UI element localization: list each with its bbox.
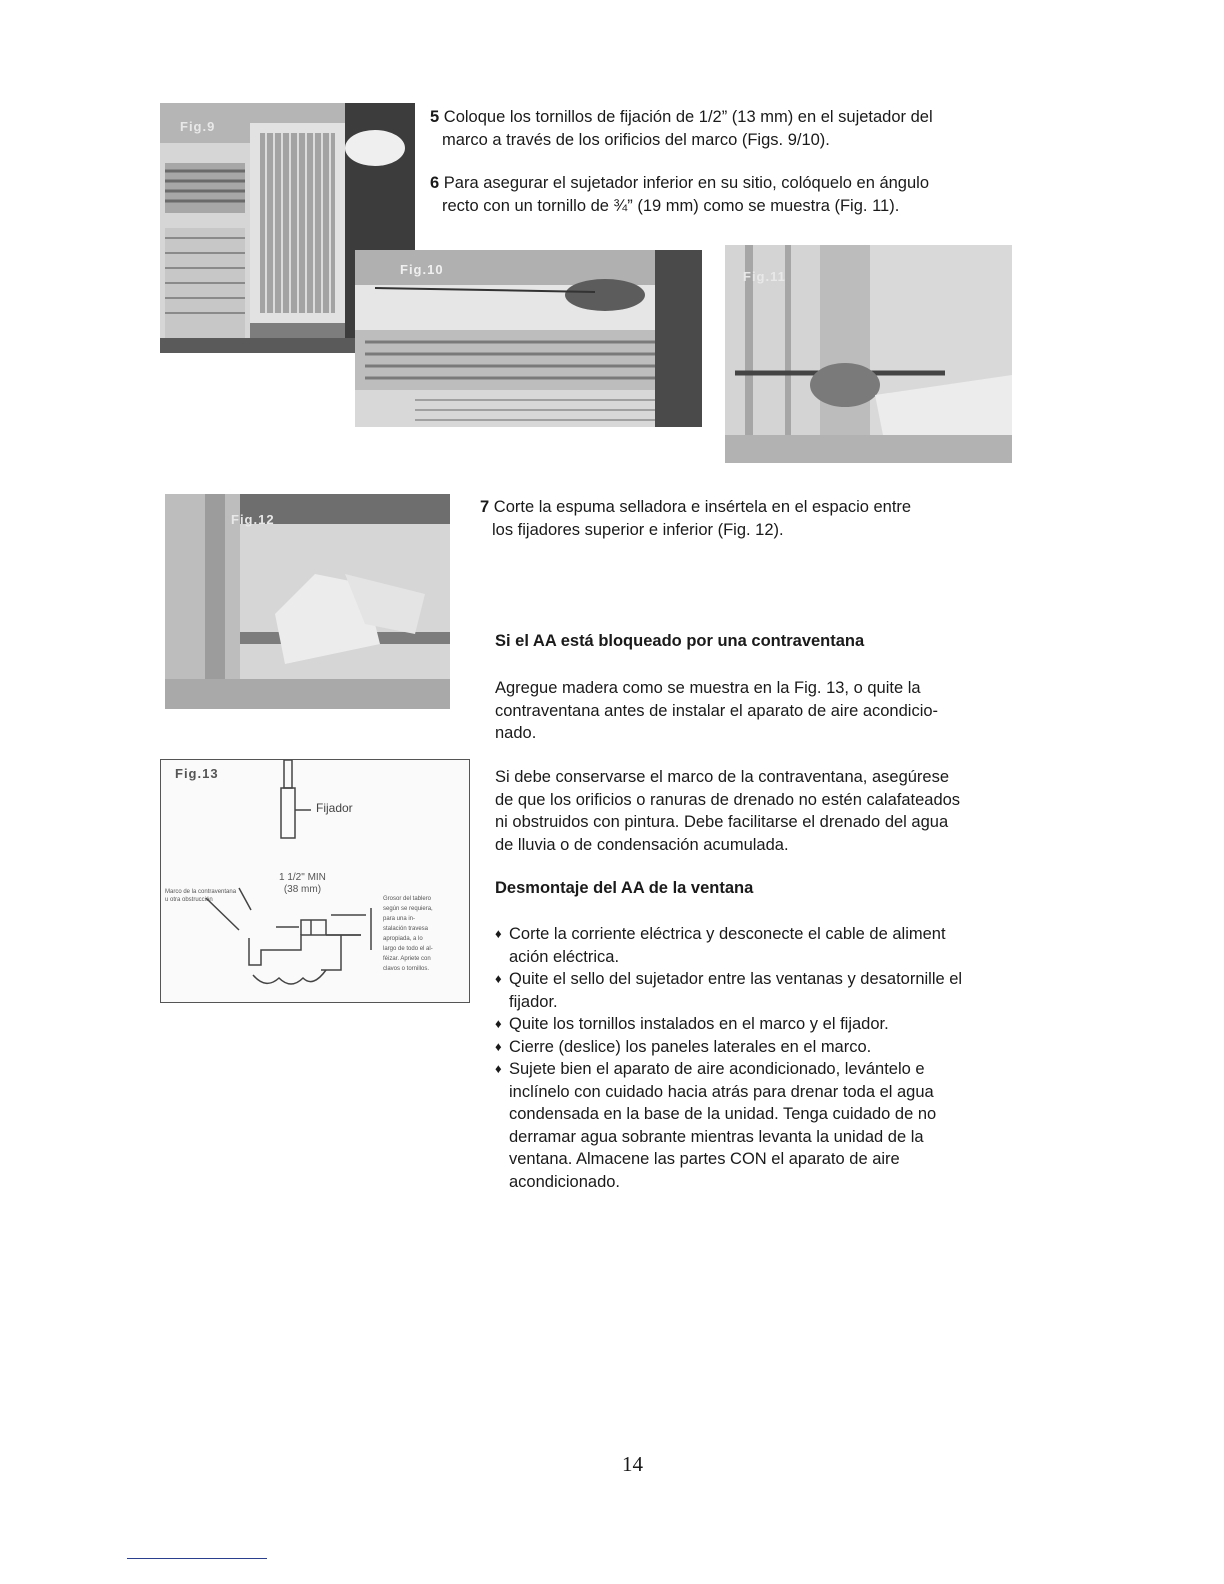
step-6-line2: recto con un tornillo de ¾” (19 mm) como se muestra (Fig. 11). <box>442 196 900 215</box>
fig12-label: Fig.12 <box>231 512 275 527</box>
list-item <box>495 923 1055 968</box>
diamond-bullet-icon: ♦ <box>495 926 502 941</box>
storm-window-heading: Si el AA está bloqueado por una contraventana <box>495 632 865 650</box>
step-5-line2: marco a través de los orificios del marco (Figs. 9/10). <box>442 130 830 149</box>
fig13-right-note-line: largo de todo el al- <box>383 946 433 952</box>
step-6-number: 6 <box>430 174 440 192</box>
removal-heading: Desmontaje del AA de la ventana <box>495 879 754 897</box>
fig9-label: Fig.9 <box>180 119 216 134</box>
fig13-left-note <box>165 888 236 904</box>
fig13-right-note-line: apropiada, a lo <box>383 936 423 942</box>
fig12-illustration <box>165 494 450 709</box>
list-item-line: Sujete bien el aparato de aire acondicionado, levántelo e <box>509 1060 925 1078</box>
diamond-bullet-icon: ♦ <box>495 1016 502 1031</box>
fig10-label: Fig.10 <box>400 262 444 277</box>
fig11-label: Fig.11 <box>743 269 786 284</box>
list-item-line: Cierre (deslice) los paneles laterales en el marco. <box>509 1037 872 1056</box>
fig13-diagram <box>160 759 470 1003</box>
list-item <box>495 1036 1055 1059</box>
step-7-line1: Corte la espuma selladora e insértela en el espacio entre <box>493 498 912 516</box>
footer-rule <box>127 1558 267 1559</box>
list-item <box>495 968 1055 1013</box>
step-7-line2: los fijadores superior e inferior (Fig. 12). <box>492 520 784 539</box>
storm-p1-line: contraventana antes de instalar el aparato de aire acondicio- <box>495 701 939 720</box>
fig12-photo <box>165 494 450 709</box>
removal-steps-list <box>495 923 1055 1193</box>
list-item-line: condensada en la base de la unidad. Tenga cuidado de no <box>509 1105 937 1123</box>
list-item-line: derramar agua sobrante mientras levanta la unidad de la <box>509 1127 924 1146</box>
list-item <box>495 1013 1055 1036</box>
fig13-fijador-label: Fijador <box>316 801 353 815</box>
fig13-min-dimension <box>279 872 326 896</box>
list-item-line: ación eléctrica. <box>509 947 620 966</box>
step-5 <box>430 106 1030 151</box>
fig13-right-note-line: para una in- <box>383 916 416 922</box>
step-5-line1: Coloque los tornillos de fijación de 1/2” (13 mm) en el sujetador del <box>443 108 933 126</box>
storm-p1-line: Agregue madera como se muestra en la Fig. 13, o quite la <box>495 679 921 697</box>
fig13-left-note-line: Marco de la contraventana <box>165 889 237 895</box>
storm-p2-line: de lluvia o de condensación acumulada. <box>495 835 789 854</box>
storm-p2-line: ni obstruidos con pintura. Debe facilitarse el drenado del agua <box>495 813 949 831</box>
list-item-line: fijador. <box>509 992 558 1011</box>
list-item <box>495 1058 1055 1193</box>
page-number: 14 <box>622 1452 643 1476</box>
list-item-line: Corte la corriente eléctrica y desconecte el cable de aliment <box>509 925 946 943</box>
storm-p1-line: nado. <box>495 724 537 742</box>
list-item-line: Quite el sello del sujetador entre las ventanas y desatornille el <box>509 970 963 988</box>
fig13-right-note-line: según se requiera, <box>383 906 433 912</box>
storm-p2-line: de que los orificios o ranuras de drenado no estén calafateados <box>495 790 961 809</box>
list-item-line: inclínelo con cuidado hacia atrás para drenar toda el agua <box>509 1082 934 1101</box>
diamond-bullet-icon: ♦ <box>495 1061 502 1076</box>
step-6 <box>430 172 1030 217</box>
fig11-photo <box>725 245 1012 463</box>
fig13-right-note-line: féizar. Apriete con <box>383 956 431 962</box>
step-6-line1: Para asegurar el sujetador inferior en su sitio, colóquelo en ángulo <box>443 174 930 192</box>
storm-p2-line: Si debe conservarse el marco de la contraventana, asegúrese <box>495 768 950 786</box>
fig13-right-note-line: stalación travesa <box>383 926 429 932</box>
list-item-line: Quite los tornillos instalados en el marco y el fijador. <box>509 1015 889 1033</box>
fig13-label: Fig.13 <box>175 766 219 781</box>
fig13-min-line1: 1 1/2" MIN <box>279 872 326 883</box>
step-5-number: 5 <box>430 108 440 126</box>
diamond-bullet-icon: ♦ <box>495 971 502 986</box>
fig13-right-note-line: clavos o tornillos. <box>383 966 430 972</box>
diamond-bullet-icon: ♦ <box>495 1038 502 1054</box>
fig13-min-line2: (38 mm) <box>283 884 322 895</box>
fig10-photo <box>355 250 702 427</box>
list-item-line: ventana. Almacene las partes CON el aparato de aire <box>509 1150 900 1168</box>
storm-window-paragraph-2 <box>495 766 1055 856</box>
storm-window-paragraph-1 <box>495 677 1055 745</box>
fig13-left-note-line: u otra obstrucción <box>165 897 213 903</box>
step-7 <box>480 496 1040 541</box>
fig13-right-note-line: Grosor del tablero <box>383 896 432 902</box>
fig13-right-note <box>383 894 433 974</box>
step-7-number: 7 <box>480 498 490 516</box>
list-item-line: acondicionado. <box>509 1172 621 1191</box>
